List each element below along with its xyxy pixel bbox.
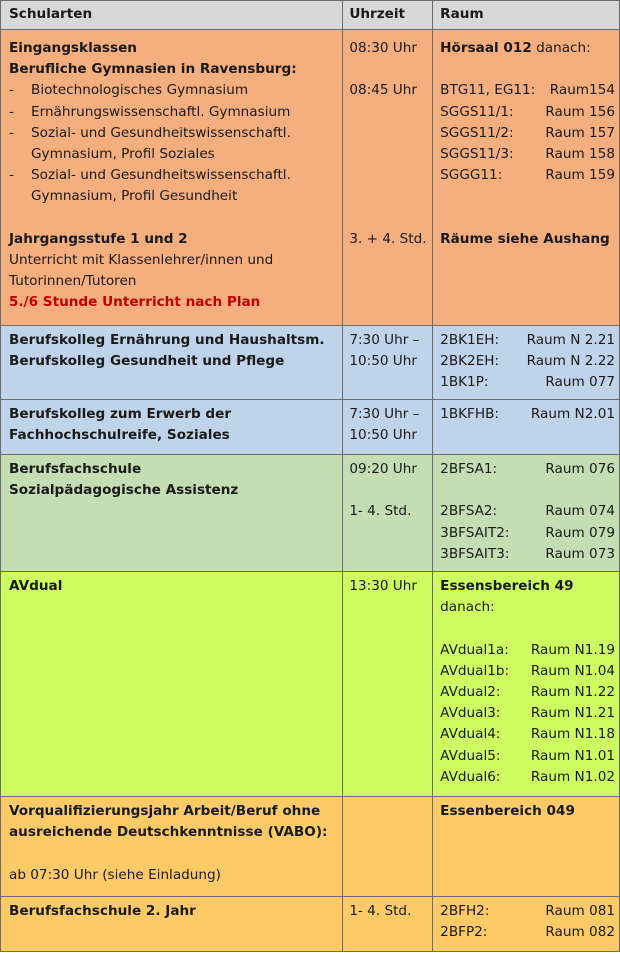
- room-row: 1BK1P: Raum 077: [440, 374, 615, 391]
- room-row: AVdual5: Raum N1.01: [440, 747, 615, 764]
- text-unterricht: Unterricht mit Klassenlehrer/innen und Tutorinnen/Tutoren: [9, 252, 274, 290]
- row-gymnasien: [1, 30, 620, 326]
- cell-uhrzeit: [343, 400, 433, 455]
- time-value: 09:20 Uhr: [349, 461, 417, 477]
- room-row: 2BFSA1: Raum 076: [440, 461, 615, 477]
- schulart-line: Vorqualifizierungsjahr Arbeit/Beruf ohne ausreichende Deutschkenntnisse (VABO):: [9, 803, 328, 841]
- room-row: 2BFH2: Raum 081: [440, 903, 615, 919]
- time-value: 7:30 Uhr –: [349, 406, 420, 422]
- room-row: SGGS11/1: Raum 156: [440, 103, 615, 120]
- cell-raum: [433, 797, 620, 897]
- title-berufliche-gymnasien: Berufliche Gymnasien in Ravensburg:: [9, 61, 297, 78]
- cell-uhrzeit: [343, 455, 433, 572]
- cell-schulart: [1, 572, 343, 797]
- room-row: 3BFSAIT2: Raum 079: [440, 524, 615, 541]
- schulart-line: Berufsfachschule 2. Jahr: [9, 903, 196, 919]
- schulart-line: Berufskolleg Ernährung und Haushaltsm.: [9, 332, 325, 348]
- header-uhrzeit: Uhrzeit: [343, 1, 433, 30]
- room-essensbereich: Essensbereich 49: [440, 578, 574, 594]
- room-aushang: Räume siehe Aushang: [440, 230, 610, 247]
- cell-schulart: [1, 30, 343, 326]
- time-value: 1- 4. Std.: [349, 503, 412, 520]
- title-eingangsklassen: Eingangsklassen: [9, 40, 137, 56]
- cell-schulart: [1, 897, 343, 952]
- cell-raum: [433, 897, 620, 952]
- list-item: - Biotechnologisches Gymnasium: [9, 82, 249, 99]
- schulart-line: Berufsfachschule: [9, 461, 142, 477]
- time-value: 08:30 Uhr: [349, 40, 417, 56]
- time-value: 10:50 Uhr: [349, 353, 417, 370]
- room-row: SGGG11: Raum 159: [440, 167, 615, 184]
- cell-schulart: [1, 400, 343, 455]
- cell-uhrzeit: [343, 797, 433, 897]
- schulart-line: Sozialpädagogische Assistenz: [9, 482, 239, 499]
- row-berufsfachschule-2-jahr: [1, 897, 620, 952]
- schulart-line: Berufskolleg Gesundheit und Pflege: [9, 353, 285, 370]
- row-berufsfachschule-spa: [1, 455, 620, 572]
- note-unterricht-nach-plan: 5./6 Stunde Unterricht nach Plan: [9, 294, 261, 311]
- time-value: 13:30 Uhr: [349, 578, 417, 594]
- list-item: - Sozial- und Gesundheitswissenschaftl. Gymnasium, Profil Gesundheit: [9, 167, 291, 205]
- room-row: 1BKFHB: Raum N2.01: [440, 406, 615, 422]
- room-row: AVdual2: Raum N1.22: [440, 684, 615, 700]
- cell-raum: [433, 400, 620, 455]
- time-value: 3. + 4. Std.: [349, 230, 427, 247]
- schulart-line: AVdual: [9, 578, 63, 594]
- list-item: - Sozial- und Gesundheitswissenschaftl. Gymnasium, Profil Soziales: [9, 124, 291, 163]
- room-row: SGGS11/2: Raum 157: [440, 124, 615, 141]
- cell-raum: [433, 30, 620, 326]
- room-row: AVdual1b: Raum N1.04: [440, 662, 615, 679]
- room-row: 2BK2EH: Raum N 2.22: [440, 353, 615, 370]
- header-raum: Raum: [433, 1, 620, 30]
- cell-uhrzeit: [343, 897, 433, 952]
- time-value: 08:45 Uhr: [349, 82, 417, 99]
- schulart-line: Berufskolleg zum Erwerb der: [9, 406, 232, 422]
- cell-schulart: [1, 797, 343, 897]
- cell-raum: [433, 455, 620, 572]
- schulart-line: Fachhochschulreife, Soziales: [9, 427, 230, 444]
- cell-raum: [433, 572, 620, 797]
- room-row: 2BFP2: Raum 082: [440, 924, 615, 941]
- row-avdual: [1, 572, 620, 797]
- cell-uhrzeit: [343, 30, 433, 326]
- cell-uhrzeit: [343, 326, 433, 400]
- header-row: [1, 1, 620, 30]
- row-vabo: [1, 797, 620, 897]
- time-value: 1- 4. Std.: [349, 903, 412, 919]
- title-jahrgangsstufe: Jahrgangsstufe 1 und 2: [9, 230, 188, 247]
- gymnasium-list: [9, 80, 336, 207]
- cell-uhrzeit: [343, 572, 433, 797]
- header-schularten: Schularten: [1, 1, 343, 30]
- room-essenbereich: Essenbereich 049: [440, 803, 575, 819]
- room-header: Hörsaal 012 danach:: [440, 40, 591, 56]
- room-row: BTG11, EG11: Raum154: [440, 82, 615, 99]
- room-row: AVdual3: Raum N1.21: [440, 705, 615, 722]
- room-row: 3BFSAIT3: Raum 073: [440, 545, 615, 562]
- row-berufskolleg-fhr: [1, 400, 620, 455]
- row-berufskolleg-ernaehrung: [1, 326, 620, 400]
- room-danach: danach:: [440, 599, 495, 616]
- cell-schulart: [1, 326, 343, 400]
- room-row: SGGS11/3: Raum 158: [440, 146, 615, 162]
- time-value: 10:50 Uhr: [349, 427, 417, 444]
- room-row: 2BFSA2: Raum 074: [440, 503, 615, 520]
- cell-schulart: [1, 455, 343, 572]
- room-row: AVdual6: Raum N1.02: [440, 768, 615, 785]
- time-value: 7:30 Uhr –: [349, 332, 420, 348]
- list-item: - Ernährungswissenschaftl. Gymnasium: [9, 103, 291, 120]
- room-row: 2BK1EH: Raum N 2.21: [440, 332, 615, 348]
- room-row: AVdual1a: Raum N1.19: [440, 641, 615, 658]
- room-row: AVdual4: Raum N1.18: [440, 726, 615, 743]
- cell-raum: [433, 326, 620, 400]
- schulart-note: ab 07:30 Uhr (siehe Einladung): [9, 866, 221, 883]
